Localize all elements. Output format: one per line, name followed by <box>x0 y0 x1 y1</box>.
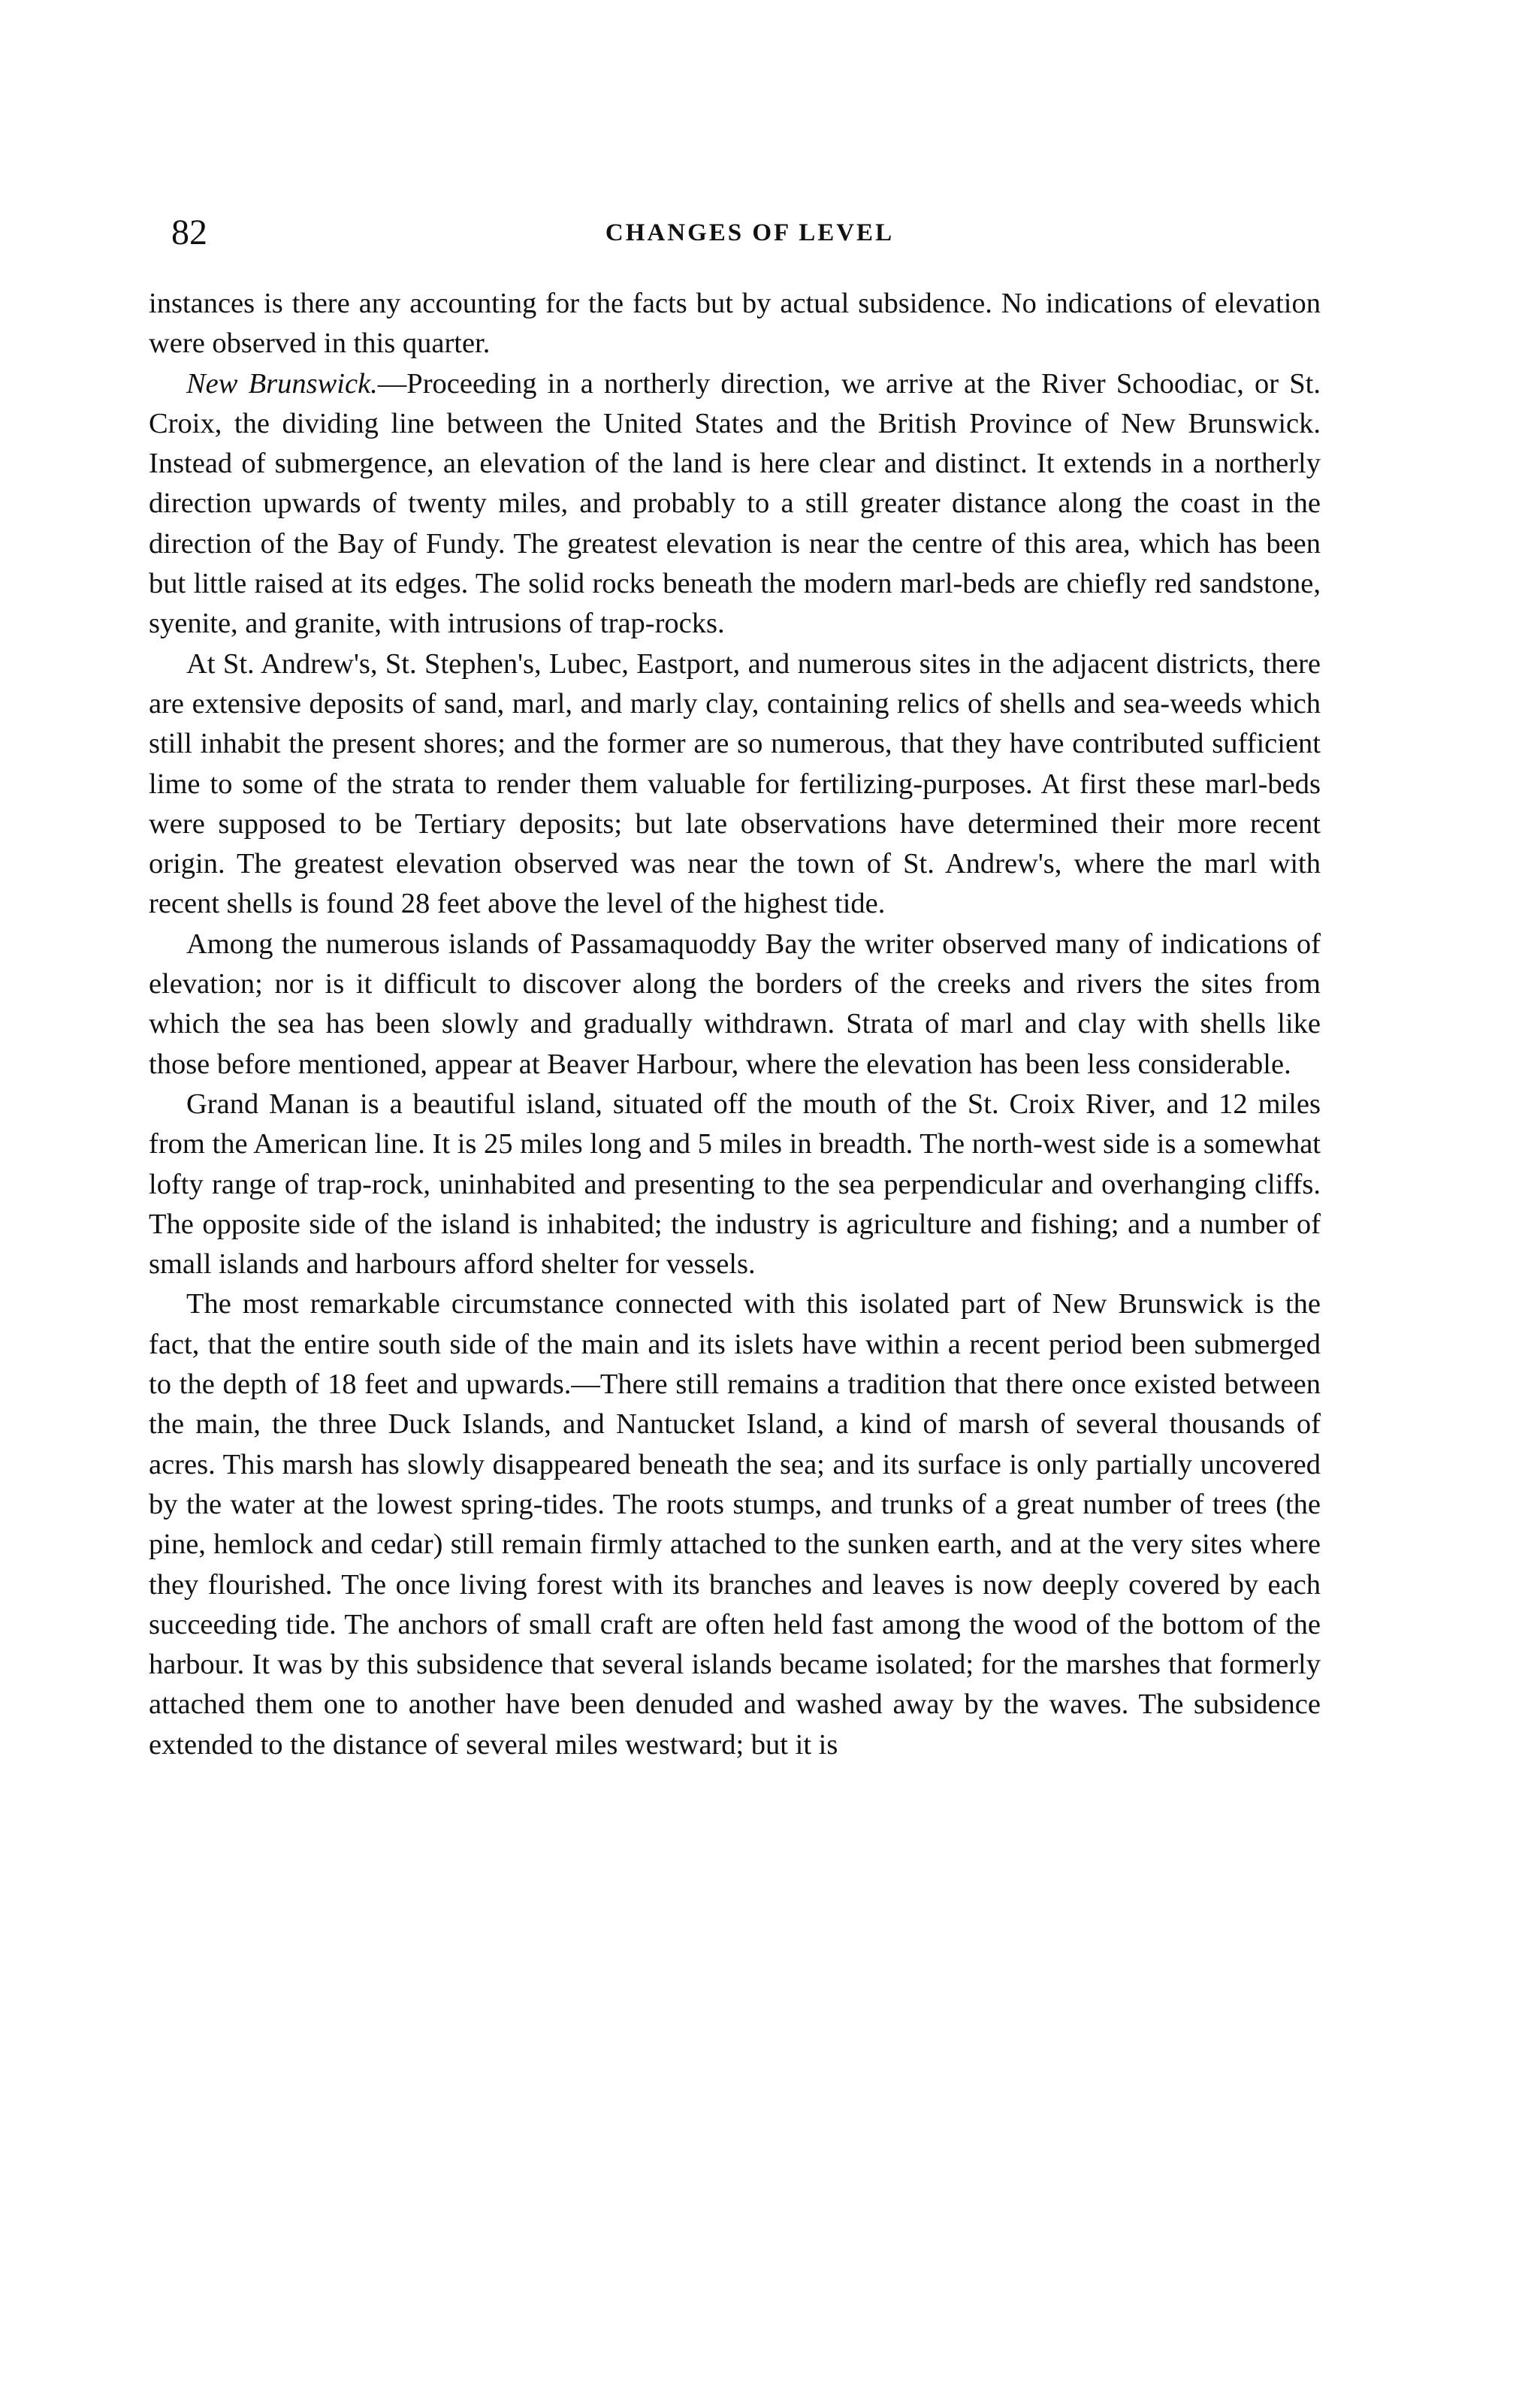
paragraph-text: instances is there any accounting for the facts but by actual subsidence. No indications of elevation were observed in this quarter. <box>149 288 1321 360</box>
body-text <box>149 284 1321 1765</box>
paragraph <box>149 364 1321 644</box>
page-header <box>171 210 1328 263</box>
page-number: 82 <box>171 213 207 252</box>
paragraph <box>149 644 1321 925</box>
section-heading: New Brunswick. <box>186 367 378 400</box>
paragraph <box>149 284 1321 364</box>
paragraph-text: Among the numerous islands of Passamaquoddy Bay the writer observed many of indications of elevation; nor is it difficult to discover along the borders of the creeks and rivers the sites from which the sea has been slowly and gradually withdrawn. Strata of marl and clay with shells like those before mentioned, appear at Beaver Harbour, where the elevation has been less considerable. <box>149 928 1321 1080</box>
paragraph <box>149 1284 1321 1765</box>
paragraph-text: —Proceeding in a northerly direction, we arrive at the River Schoodiac, or St. Croix, the dividing line between the United States and the British Province of New Brunswick. Instead of submergence, an elevation of the land is here clear and distinct. It extends in a northerly direction upwards of twenty miles, and probably to a still greater distance along the coast in the direction of the Bay of Fundy. The greatest elevation is near the centre of this area, which has been but little raised at its edges. The solid rocks beneath the modern marl-beds are chiefly red sandstone, syenite, and granite, with intrusions of trap-rocks. <box>149 367 1321 640</box>
paragraph <box>149 1085 1321 1284</box>
paragraph-text: Grand Manan is a beautiful island, situated off the mouth of the St. Croix River, and 12 miles from the American line. It is 25 miles long and 5 miles in breadth. The north-west side is a somewhat lofty range of trap-rock, uninhabited and presenting to the sea perpendicular and overhanging cliffs. The opposite side of the island is inhabited; the industry is agriculture and fishing; and a number of small islands and harbours afford shelter for vessels. <box>149 1088 1321 1281</box>
paragraph-text: The most remarkable circumstance connected with this isolated part of New Brunswick is the fact, that the entire south side of the main and its islets have within a recent period been submerged to the depth of 18 feet and upwards.—There still remains a tradition that there once existed between the main, the three Duck Islands, and Nantucket Island, a kind of marsh of several thousands of acres. This marsh has slowly disappeared beneath the sea; and its surface is only partially uncovered by the water at the lowest spring-tides. The roots stumps, and trunks of a great number of trees (the pine, hemlock and cedar) still remain firmly attached to the sunken earth, and at the very sites where they flourished. The once living forest with its branches and leaves is now deeply covered by each succeeding tide. The anchors of small craft are often held fast among the wood of the bottom of the harbour. It was by this subsidence that several islands became isolated; for the marshes that formerly attached them one to another have been denuded and washed away by the waves. The subsidence extended to the distance of several miles westward; but it is <box>149 1288 1321 1761</box>
paragraph-text: At St. Andrew's, St. Stephen's, Lubec, Eastport, and numerous sites in the adjacent districts, there are extensive deposits of sand, marl, and marly clay, containing relics of shells and sea-weeds which still inhabit the present shores; and the former are so numerous, that they have contributed sufficient lime to some of the strata to render them valuable for fertilizing-purposes. At first these marl-beds were supposed to be Tertiary deposits; but late observations have determined their more recent origin. The greatest elevation observed was near the town of St. Andrew's, where the marl with recent shells is found 28 feet above the level of the highest tide. <box>149 647 1321 920</box>
running-title: CHANGES OF LEVEL <box>605 219 895 246</box>
paragraph <box>149 925 1321 1085</box>
